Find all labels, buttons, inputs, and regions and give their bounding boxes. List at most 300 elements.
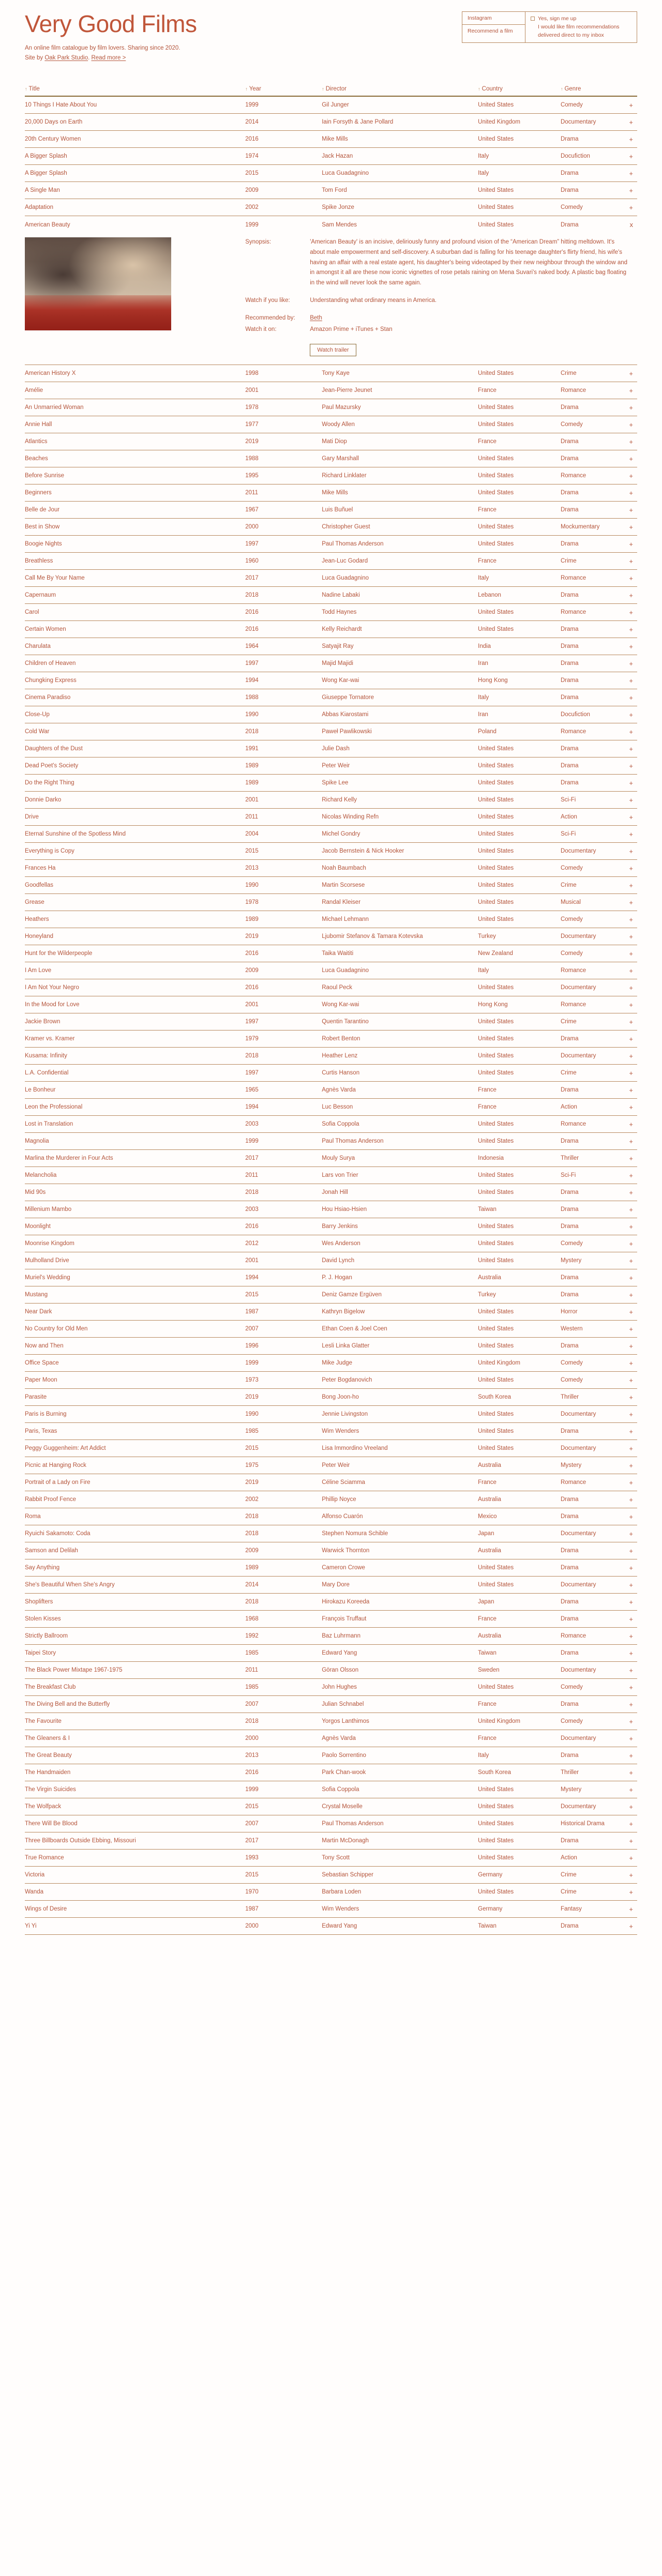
table-row[interactable] bbox=[25, 1235, 637, 1252]
table-row[interactable] bbox=[25, 1133, 637, 1150]
film-title: Daughters of the Dust bbox=[25, 746, 83, 752]
film-director: Barbara Loden bbox=[322, 1889, 362, 1896]
expand-toggle-icon[interactable]: + bbox=[629, 1018, 633, 1025]
film-year: 2009 bbox=[245, 1548, 259, 1554]
expand-toggle-icon[interactable]: + bbox=[629, 1155, 633, 1162]
expand-toggle-icon[interactable]: + bbox=[629, 882, 633, 889]
film-genre: Comedy bbox=[560, 1684, 583, 1691]
expand-toggle-icon[interactable]: + bbox=[629, 1325, 633, 1332]
expand-toggle-icon[interactable]: + bbox=[629, 1649, 633, 1657]
expand-toggle-icon[interactable]: + bbox=[629, 1479, 633, 1486]
expand-toggle-icon[interactable]: + bbox=[629, 1632, 633, 1640]
expand-toggle-icon[interactable]: + bbox=[629, 1564, 633, 1571]
table-row[interactable] bbox=[25, 467, 637, 484]
table-row[interactable] bbox=[25, 1713, 637, 1730]
expand-toggle-icon[interactable]: + bbox=[629, 916, 633, 923]
table-row[interactable] bbox=[25, 484, 637, 502]
film-year: 2007 bbox=[245, 1326, 259, 1332]
expand-toggle-icon[interactable]: + bbox=[629, 1581, 633, 1588]
film-director: Julian Schnabel bbox=[322, 1701, 364, 1708]
table-row[interactable] bbox=[25, 1457, 637, 1474]
expand-toggle-icon[interactable]: + bbox=[629, 1359, 633, 1367]
table-row[interactable] bbox=[25, 97, 637, 114]
film-genre: Drama bbox=[560, 1923, 579, 1930]
film-director: Barry Jenkins bbox=[322, 1223, 358, 1230]
film-year: 2001 bbox=[245, 387, 259, 394]
expand-toggle-icon[interactable]: + bbox=[629, 796, 633, 804]
expand-toggle-icon[interactable]: + bbox=[629, 540, 633, 548]
film-genre: Comedy bbox=[560, 204, 583, 210]
table-row[interactable] bbox=[25, 1201, 637, 1218]
expand-toggle-icon[interactable]: + bbox=[629, 101, 633, 109]
table-row[interactable] bbox=[25, 638, 637, 655]
film-country: United States bbox=[478, 780, 514, 786]
expand-toggle-icon[interactable]: + bbox=[629, 609, 633, 616]
expand-toggle-icon[interactable]: + bbox=[629, 1172, 633, 1179]
expand-toggle-icon[interactable]: + bbox=[629, 745, 633, 752]
film-director: Curtis Hanson bbox=[322, 1070, 360, 1077]
expand-toggle-icon[interactable]: + bbox=[629, 1411, 633, 1418]
expand-toggle-icon[interactable]: + bbox=[629, 1803, 633, 1810]
table-row[interactable] bbox=[25, 860, 637, 877]
table-row[interactable] bbox=[25, 382, 637, 399]
film-title: Ryuichi Sakamoto: Coda bbox=[25, 1531, 91, 1537]
table-row[interactable] bbox=[25, 399, 637, 416]
film-year: 2015 bbox=[245, 1445, 259, 1452]
expand-toggle-icon[interactable]: + bbox=[629, 1189, 633, 1196]
expand-toggle-icon[interactable]: + bbox=[629, 1462, 633, 1469]
expand-toggle-icon[interactable]: + bbox=[629, 118, 633, 126]
film-country: United States bbox=[478, 456, 514, 462]
table-row[interactable] bbox=[25, 587, 637, 604]
expand-toggle-icon[interactable]: + bbox=[629, 387, 633, 394]
expand-toggle-icon[interactable]: + bbox=[629, 711, 633, 718]
expand-toggle-icon[interactable]: + bbox=[629, 170, 633, 177]
film-year: 1960 bbox=[245, 558, 259, 565]
table-row[interactable] bbox=[25, 740, 637, 757]
expand-toggle-icon[interactable]: + bbox=[629, 1120, 633, 1128]
table-row[interactable] bbox=[25, 536, 637, 553]
table-row[interactable] bbox=[25, 911, 637, 928]
film-title: Frances Ha bbox=[25, 865, 56, 872]
film-year: 1989 bbox=[245, 1565, 259, 1571]
film-title: Paper Moon bbox=[25, 1377, 57, 1384]
film-genre: Crime bbox=[560, 558, 577, 565]
expand-toggle-icon[interactable]: + bbox=[629, 865, 633, 872]
expand-toggle-icon[interactable]: + bbox=[629, 1376, 633, 1384]
film-director: Sofia Coppola bbox=[322, 1121, 359, 1128]
expand-toggle-icon[interactable]: + bbox=[629, 1342, 633, 1350]
film-director: Tony Scott bbox=[322, 1855, 350, 1861]
film-year: 2011 bbox=[245, 490, 258, 496]
film-genre: Drama bbox=[560, 1565, 579, 1571]
sort-arrow-icon: ↑ bbox=[560, 86, 563, 92]
film-country: United States bbox=[478, 1189, 514, 1196]
table-row[interactable] bbox=[25, 962, 637, 979]
film-country: Mexico bbox=[478, 1513, 497, 1520]
expand-toggle-icon[interactable]: + bbox=[629, 1274, 633, 1281]
expand-toggle-icon[interactable]: + bbox=[629, 643, 633, 650]
table-row[interactable] bbox=[25, 1764, 637, 1781]
table-row[interactable] bbox=[25, 1269, 637, 1286]
expand-toggle-icon[interactable]: x bbox=[629, 221, 633, 228]
table-row[interactable] bbox=[25, 1611, 637, 1628]
film-genre: Sci-Fi bbox=[560, 831, 576, 838]
expand-toggle-icon[interactable]: + bbox=[629, 1428, 633, 1435]
expand-toggle-icon[interactable]: + bbox=[629, 438, 633, 445]
film-director: Paolo Sorrentino bbox=[322, 1752, 366, 1759]
expand-toggle-icon[interactable]: + bbox=[629, 1308, 633, 1315]
table-row[interactable] bbox=[25, 433, 637, 450]
table-row[interactable] bbox=[25, 1116, 637, 1133]
expand-toggle-icon[interactable]: + bbox=[629, 1752, 633, 1759]
film-genre: Crime bbox=[560, 882, 577, 889]
expand-toggle-icon[interactable]: + bbox=[629, 135, 633, 143]
table-row[interactable] bbox=[25, 1594, 637, 1611]
expand-toggle-icon[interactable]: + bbox=[629, 1615, 633, 1623]
film-title: Charulata bbox=[25, 643, 51, 650]
expand-toggle-icon[interactable]: + bbox=[629, 204, 633, 211]
expand-toggle-icon[interactable]: + bbox=[629, 933, 633, 940]
table-row[interactable] bbox=[25, 1747, 637, 1764]
header-links-group bbox=[462, 12, 525, 42]
expand-toggle-icon[interactable]: + bbox=[629, 1496, 633, 1503]
table-row[interactable] bbox=[25, 199, 637, 216]
table-row[interactable] bbox=[25, 1645, 637, 1662]
table-row[interactable] bbox=[25, 1798, 637, 1815]
table-row[interactable] bbox=[25, 1901, 637, 1918]
table-row[interactable] bbox=[25, 1577, 637, 1594]
table-row[interactable] bbox=[25, 450, 637, 467]
table-row[interactable] bbox=[25, 1065, 637, 1082]
table-row[interactable] bbox=[25, 1832, 637, 1850]
table-row[interactable] bbox=[25, 1031, 637, 1048]
table-row[interactable] bbox=[25, 114, 637, 131]
table-row[interactable] bbox=[25, 131, 637, 148]
expand-toggle-icon[interactable]: + bbox=[629, 1820, 633, 1827]
film-director: Nicolas Winding Refn bbox=[322, 814, 379, 821]
film-director: Robert Benton bbox=[322, 1036, 360, 1042]
film-genre: Drama bbox=[560, 438, 579, 445]
film-country: United States bbox=[478, 204, 514, 210]
table-row[interactable] bbox=[25, 519, 637, 536]
expand-toggle-icon[interactable]: + bbox=[629, 472, 633, 479]
table-row[interactable] bbox=[25, 1355, 637, 1372]
table-row[interactable] bbox=[25, 672, 637, 689]
table-row[interactable] bbox=[25, 1867, 637, 1884]
film-year: 2001 bbox=[245, 1002, 259, 1008]
expand-toggle-icon[interactable]: + bbox=[629, 660, 633, 667]
expand-toggle-icon[interactable]: + bbox=[629, 489, 633, 496]
expand-toggle-icon[interactable]: + bbox=[629, 153, 633, 160]
table-row[interactable] bbox=[25, 1474, 637, 1491]
film-genre: Comedy bbox=[560, 421, 583, 428]
table-row[interactable] bbox=[25, 1099, 637, 1116]
film-title: Moonlight bbox=[25, 1223, 51, 1230]
film-director: Ljubomir Stefanov & Tamara Kotevska bbox=[322, 933, 423, 940]
table-row[interactable] bbox=[25, 723, 637, 740]
table-row[interactable] bbox=[25, 792, 637, 809]
newsletter-checkbox[interactable] bbox=[531, 17, 535, 21]
table-row[interactable] bbox=[25, 1184, 637, 1201]
table-row[interactable] bbox=[25, 1013, 637, 1031]
expand-toggle-icon[interactable]: + bbox=[629, 421, 633, 428]
film-director: Luc Besson bbox=[322, 1104, 353, 1111]
expand-toggle-icon[interactable]: + bbox=[629, 1206, 633, 1213]
expand-toggle-icon[interactable]: + bbox=[629, 455, 633, 462]
film-director: Mati Diop bbox=[322, 438, 347, 445]
table-row[interactable] bbox=[25, 1918, 637, 1935]
table-row[interactable] bbox=[25, 945, 637, 962]
watch-it-on-label: Watch it on: bbox=[245, 326, 277, 333]
table-row[interactable] bbox=[25, 1167, 637, 1184]
table-row[interactable] bbox=[25, 979, 637, 996]
expand-toggle-icon[interactable]: + bbox=[629, 1786, 633, 1793]
table-row[interactable] bbox=[25, 706, 637, 723]
expand-toggle-icon[interactable]: + bbox=[629, 984, 633, 991]
expand-toggle-icon[interactable]: + bbox=[629, 1103, 633, 1111]
film-director: Tony Kaye bbox=[322, 370, 350, 377]
expand-toggle-icon[interactable]: + bbox=[629, 1052, 633, 1059]
film-genre: Comedy bbox=[560, 865, 583, 872]
expand-toggle-icon[interactable]: + bbox=[629, 1598, 633, 1605]
table-row[interactable] bbox=[25, 1662, 637, 1679]
expand-toggle-icon[interactable]: + bbox=[629, 728, 633, 735]
expand-toggle-icon[interactable]: + bbox=[629, 1888, 633, 1896]
expand-toggle-icon[interactable]: + bbox=[629, 677, 633, 684]
recommender-link[interactable]: Beth bbox=[310, 314, 322, 321]
film-director: Jean-Pierre Jeunet bbox=[322, 387, 372, 394]
page-title: Very Good Films bbox=[25, 10, 197, 37]
expand-toggle-icon[interactable]: + bbox=[629, 813, 633, 821]
table-row[interactable] bbox=[25, 1559, 637, 1577]
expand-toggle-icon[interactable]: + bbox=[629, 967, 633, 974]
film-director: Paweł Pawlikowski bbox=[322, 729, 372, 735]
table-row[interactable] bbox=[25, 1372, 637, 1389]
page-header bbox=[0, 0, 662, 77]
table-row[interactable] bbox=[25, 1406, 637, 1423]
film-genre: Documentary bbox=[560, 1053, 596, 1059]
watch-if-you-like-field bbox=[245, 296, 637, 306]
expand-toggle-icon[interactable]: + bbox=[629, 1035, 633, 1042]
table-row[interactable] bbox=[25, 826, 637, 843]
expand-toggle-icon[interactable]: + bbox=[629, 1069, 633, 1077]
column-header-director[interactable] bbox=[322, 86, 478, 92]
table-row[interactable] bbox=[25, 1491, 637, 1508]
expand-toggle-icon[interactable]: + bbox=[629, 187, 633, 194]
table-row[interactable] bbox=[25, 996, 637, 1013]
table-row[interactable] bbox=[25, 1304, 637, 1321]
expand-toggle-icon[interactable]: + bbox=[629, 1735, 633, 1742]
table-row[interactable] bbox=[25, 1628, 637, 1645]
expand-toggle-icon[interactable]: + bbox=[629, 1223, 633, 1230]
film-year: 2001 bbox=[245, 797, 259, 804]
table-row[interactable] bbox=[25, 570, 637, 587]
expand-toggle-icon[interactable]: + bbox=[629, 592, 633, 599]
expand-toggle-icon[interactable]: + bbox=[629, 1530, 633, 1537]
expand-toggle-icon[interactable]: + bbox=[629, 370, 633, 377]
table-row[interactable] bbox=[25, 1525, 637, 1542]
expand-toggle-icon[interactable]: + bbox=[629, 626, 633, 633]
table-row[interactable] bbox=[25, 1252, 637, 1269]
film-director: Paul Mazursky bbox=[322, 404, 361, 411]
film-year: 1992 bbox=[245, 1633, 259, 1640]
expand-toggle-icon[interactable]: + bbox=[629, 1086, 633, 1094]
watch-trailer-button[interactable]: Watch trailer bbox=[310, 344, 356, 356]
column-header-year[interactable] bbox=[245, 86, 322, 92]
expand-toggle-icon[interactable]: + bbox=[629, 1666, 633, 1674]
expand-toggle-icon[interactable]: + bbox=[629, 1837, 633, 1844]
film-country: France bbox=[478, 1616, 496, 1623]
table-row[interactable] bbox=[25, 1082, 637, 1099]
table-row[interactable] bbox=[25, 1679, 637, 1696]
film-title: The Black Power Mixtape 1967-1975 bbox=[25, 1667, 123, 1674]
table-row[interactable] bbox=[25, 775, 637, 792]
table-row[interactable] bbox=[25, 809, 637, 826]
film-title: 20th Century Women bbox=[25, 136, 81, 142]
table-row[interactable] bbox=[25, 757, 637, 775]
table-row[interactable] bbox=[25, 604, 637, 621]
table-row[interactable] bbox=[25, 1423, 637, 1440]
table-row[interactable] bbox=[25, 1286, 637, 1304]
table-row[interactable] bbox=[25, 1440, 637, 1457]
recommend-a-film-link[interactable]: Recommend a film bbox=[462, 24, 525, 37]
table-row[interactable] bbox=[25, 1150, 637, 1167]
expand-toggle-icon[interactable]: + bbox=[629, 1701, 633, 1708]
film-title: The Great Beauty bbox=[25, 1752, 72, 1759]
film-year: 1967 bbox=[245, 507, 259, 513]
expand-toggle-icon[interactable]: + bbox=[629, 899, 633, 906]
film-director: Hou Hsiao-Hsien bbox=[322, 1206, 367, 1213]
table-row[interactable] bbox=[25, 1338, 637, 1355]
expand-toggle-icon[interactable]: + bbox=[629, 694, 633, 701]
film-country: United States bbox=[478, 1326, 514, 1332]
expand-toggle-icon[interactable]: + bbox=[629, 1854, 633, 1861]
table-row[interactable] bbox=[25, 843, 637, 860]
film-genre: Drama bbox=[560, 1189, 579, 1196]
table-row[interactable] bbox=[25, 1884, 637, 1901]
expand-toggle-icon[interactable]: + bbox=[629, 950, 633, 957]
expand-toggle-icon[interactable]: + bbox=[629, 1001, 633, 1008]
expand-toggle-icon[interactable]: + bbox=[629, 1445, 633, 1452]
expand-toggle-icon[interactable]: + bbox=[629, 1513, 633, 1520]
table-row[interactable] bbox=[25, 1508, 637, 1525]
film-director: Wong Kar-wai bbox=[322, 677, 359, 684]
expand-toggle-icon[interactable]: + bbox=[629, 847, 633, 855]
table-row[interactable] bbox=[25, 148, 637, 165]
column-header-year-label: Year bbox=[249, 86, 261, 92]
film-year: 1993 bbox=[245, 1855, 259, 1861]
expand-toggle-icon[interactable]: + bbox=[629, 779, 633, 786]
expand-toggle-icon[interactable]: + bbox=[629, 1718, 633, 1725]
film-country: United Kingdom bbox=[478, 119, 520, 125]
expand-toggle-icon[interactable]: + bbox=[629, 404, 633, 411]
film-genre: Drama bbox=[560, 1752, 579, 1759]
film-genre: Drama bbox=[560, 221, 579, 228]
table-row[interactable] bbox=[25, 1730, 637, 1747]
film-genre: Sci-Fi bbox=[560, 797, 576, 804]
column-header-country[interactable] bbox=[478, 86, 561, 92]
expand-toggle-icon[interactable]: + bbox=[629, 830, 633, 838]
table-row[interactable] bbox=[25, 502, 637, 519]
expand-toggle-icon[interactable]: + bbox=[629, 1547, 633, 1554]
film-country: Taiwan bbox=[478, 1206, 496, 1213]
table-row[interactable] bbox=[25, 165, 637, 182]
table-row[interactable] bbox=[25, 1389, 637, 1406]
table-row[interactable] bbox=[25, 1781, 637, 1798]
recommended-by-field bbox=[245, 313, 637, 324]
film-country: United States bbox=[478, 1036, 514, 1042]
table-row[interactable] bbox=[25, 689, 637, 706]
table-row[interactable] bbox=[25, 1218, 637, 1235]
film-genre: Drama bbox=[560, 1650, 579, 1657]
table-row[interactable] bbox=[25, 365, 637, 382]
table-row[interactable] bbox=[25, 416, 637, 433]
table-row[interactable] bbox=[25, 1542, 637, 1559]
column-header-genre[interactable] bbox=[561, 86, 625, 92]
film-year: 1996 bbox=[245, 1343, 259, 1350]
expand-toggle-icon[interactable]: + bbox=[629, 1291, 633, 1298]
expand-toggle-icon[interactable]: + bbox=[629, 1905, 633, 1913]
film-title: Le Bonheur bbox=[25, 1087, 56, 1094]
expand-toggle-icon[interactable]: + bbox=[629, 574, 633, 582]
table-row[interactable] bbox=[25, 928, 637, 945]
read-more-link[interactable]: Read more > bbox=[91, 54, 126, 61]
table-row[interactable] bbox=[25, 1850, 637, 1867]
film-country: Turkey bbox=[478, 1292, 496, 1298]
table-row[interactable] bbox=[25, 894, 637, 911]
film-country: United States bbox=[478, 1786, 514, 1793]
table-row[interactable] bbox=[25, 655, 637, 672]
table-row[interactable] bbox=[25, 216, 637, 233]
site-tagline bbox=[25, 43, 294, 63]
expand-toggle-icon[interactable]: + bbox=[629, 1393, 633, 1401]
expand-toggle-icon[interactable]: + bbox=[629, 1138, 633, 1145]
expand-toggle-icon[interactable]: + bbox=[629, 1922, 633, 1930]
expand-toggle-icon[interactable]: + bbox=[629, 557, 633, 565]
film-genre: Historical Drama bbox=[560, 1821, 605, 1827]
table-row[interactable] bbox=[25, 553, 637, 570]
expand-toggle-icon[interactable]: + bbox=[629, 1240, 633, 1247]
film-year: 2002 bbox=[245, 204, 259, 210]
expand-toggle-icon[interactable]: + bbox=[629, 506, 633, 513]
table-row[interactable] bbox=[25, 877, 637, 894]
expand-toggle-icon[interactable]: + bbox=[629, 1684, 633, 1691]
table-row[interactable] bbox=[25, 1696, 637, 1713]
expand-toggle-icon[interactable]: + bbox=[629, 1257, 633, 1264]
expand-toggle-icon[interactable]: + bbox=[629, 1769, 633, 1776]
film-director: Peter Weir bbox=[322, 763, 350, 769]
film-country: France bbox=[478, 558, 496, 565]
table-row[interactable] bbox=[25, 621, 637, 638]
table-row[interactable] bbox=[25, 1048, 637, 1065]
table-row[interactable] bbox=[25, 1321, 637, 1338]
table-row[interactable] bbox=[25, 182, 637, 199]
film-director: Edward Yang bbox=[322, 1650, 357, 1657]
film-director: Randal Kleiser bbox=[322, 899, 361, 906]
table-row[interactable] bbox=[25, 1815, 637, 1832]
expand-toggle-icon[interactable]: + bbox=[629, 762, 633, 769]
column-header-title[interactable] bbox=[25, 86, 245, 92]
watch-it-on-value: Amazon Prime + iTunes + Stan bbox=[310, 326, 393, 333]
expand-toggle-icon[interactable]: + bbox=[629, 1871, 633, 1878]
film-year: 1978 bbox=[245, 899, 259, 906]
oak-park-studio-link[interactable]: Oak Park Studio bbox=[44, 54, 88, 61]
instagram-link[interactable]: Instagram bbox=[468, 15, 492, 21]
expand-toggle-icon[interactable]: + bbox=[629, 523, 633, 531]
film-genre: Drama bbox=[560, 1087, 579, 1094]
film-year: 2000 bbox=[245, 1735, 259, 1742]
